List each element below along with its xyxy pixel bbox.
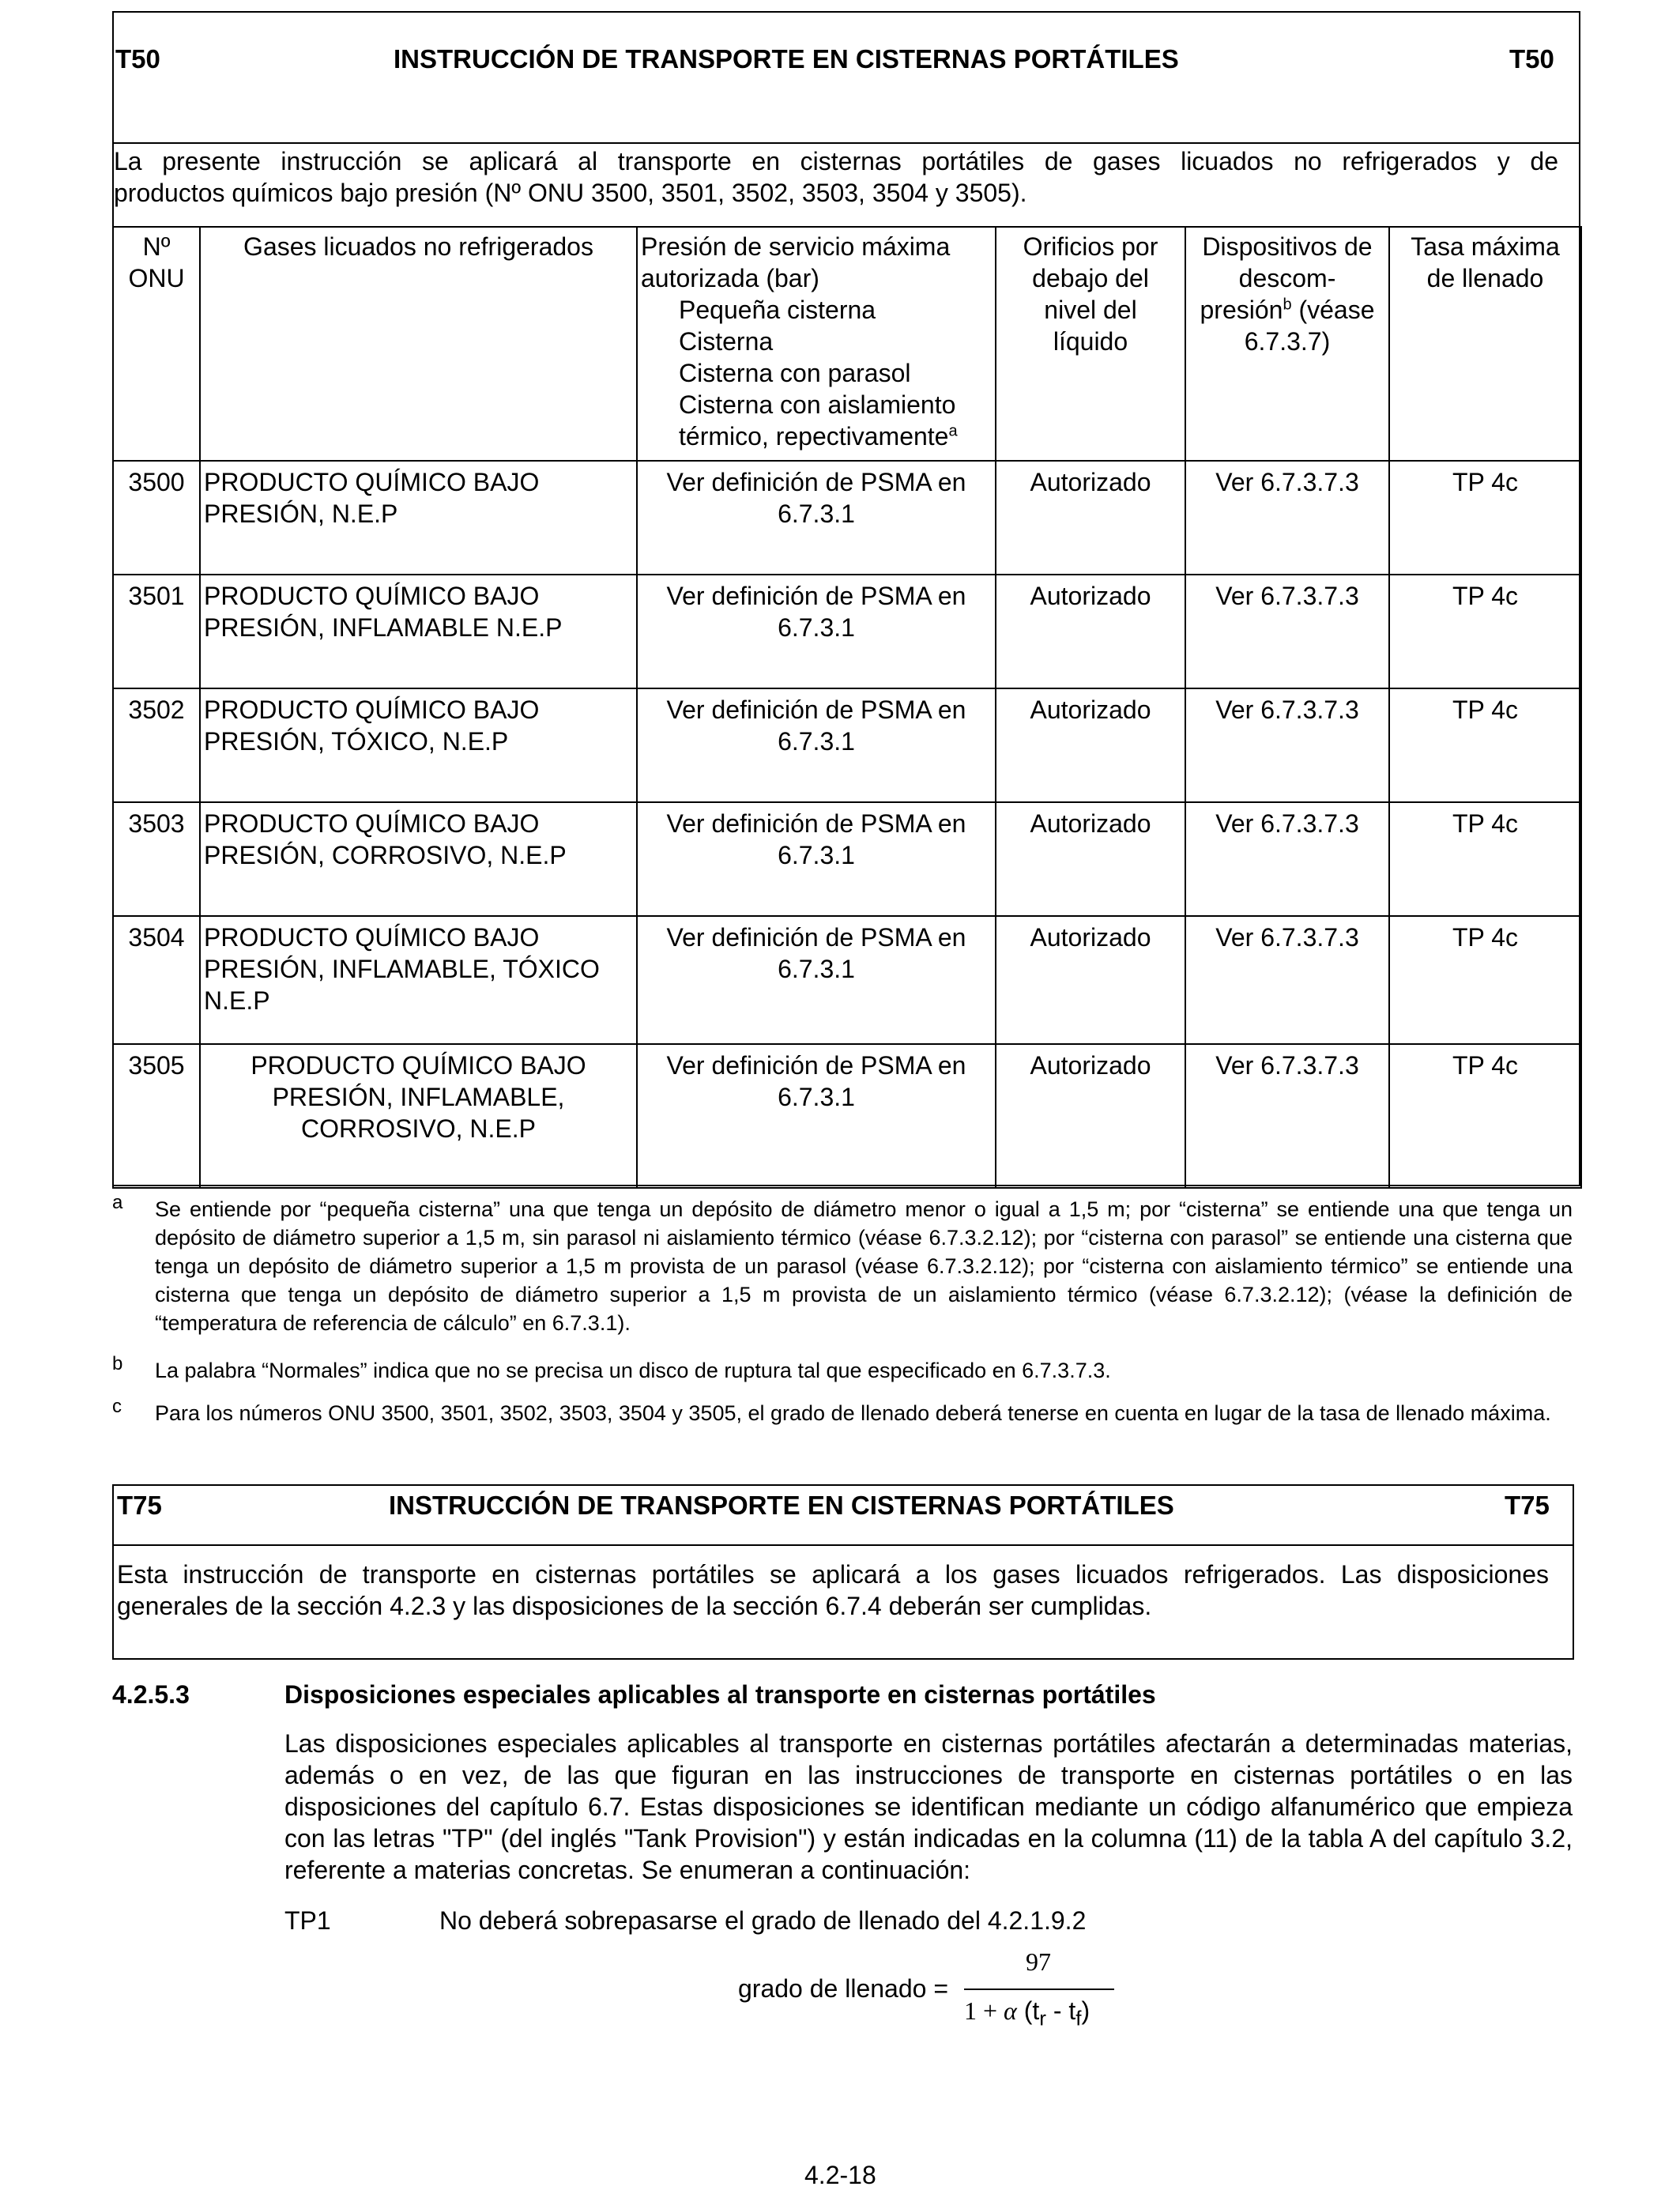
cell-tasa bbox=[1389, 688, 1581, 802]
cell-orificios-text: Autorizado bbox=[1030, 696, 1151, 724]
cell-dispositivos-text: Ver 6.7.3.7.3 bbox=[1215, 468, 1359, 496]
cell-psma bbox=[637, 575, 996, 688]
header-dispositivos-line1: Dispositivos de bbox=[1202, 232, 1373, 261]
cell-onu-text: 3500 bbox=[128, 468, 185, 496]
cell-dispositivos-text: Ver 6.7.3.7.3 bbox=[1215, 1051, 1359, 1080]
cell-onu-text: 3502 bbox=[128, 696, 185, 724]
cell-onu-text: 3505 bbox=[128, 1051, 185, 1080]
cell-psma-text: Ver definición de PSMA en bbox=[666, 468, 966, 496]
header-presion-line3: Pequeña cisterna bbox=[679, 296, 876, 324]
header-onu bbox=[113, 227, 200, 461]
t50-intro-line1: La presente instrucción se aplicará al transporte en cisternas portátiles de gases licuados no refrigerados y de bbox=[114, 147, 1558, 175]
cell-psma-text: 6.7.3.1 bbox=[778, 727, 855, 756]
t75-text-line1: Esta instrucción de transporte en cisternas portátiles se aplicará a los gases licuados refrigerados. Las disposiciones bbox=[117, 1560, 1549, 1589]
cell-tasa bbox=[1389, 802, 1581, 916]
cell-name bbox=[200, 916, 637, 1044]
table-row bbox=[113, 688, 1581, 802]
table-row bbox=[113, 575, 1581, 688]
cell-dispositivos-text: Ver 6.7.3.7.3 bbox=[1215, 696, 1359, 724]
cell-dispositivos-text: Ver 6.7.3.7.3 bbox=[1215, 582, 1359, 610]
header-orificios-line1: Orificios por bbox=[1023, 232, 1158, 261]
cell-name bbox=[200, 802, 637, 916]
footnote-text: La palabra “Normales” indica que no se precisa un disco de ruptura tal que especificado en 6.7.3.7.3. bbox=[155, 1359, 1111, 1382]
cell-name-text: PRODUCTO QUÍMICO BAJO bbox=[250, 1051, 586, 1080]
cell-tasa-text: TP 4c bbox=[1452, 923, 1518, 952]
cell-psma-text: Ver definición de PSMA en bbox=[666, 1051, 966, 1080]
tp1-text: No deberá sobrepasarse el grado de llenado del 4.2.1.9.2 bbox=[439, 1906, 1087, 1935]
footnote-text: Para los números ONU 3500, 3501, 3502, 3503, 3504 y 3505, el grado de llenado deberá tenerse en cuenta en lugar de la tasa de llenado máxima. bbox=[155, 1401, 1551, 1425]
section-number: 4.2.5.3 bbox=[112, 1680, 190, 1709]
cell-orificios-text: Autorizado bbox=[1030, 1051, 1151, 1080]
cell-tasa bbox=[1389, 916, 1581, 1044]
formula-alpha: α bbox=[1004, 1996, 1017, 2025]
cell-name-text: PRESIÓN, INFLAMABLE, bbox=[272, 1083, 565, 1111]
cell-name-text: PRESIÓN, INFLAMABLE, TÓXICO bbox=[204, 955, 600, 983]
cell-name bbox=[200, 1044, 637, 1188]
header-tasa-line2: de llenado bbox=[1426, 264, 1544, 292]
cell-name-text: N.E.P bbox=[204, 986, 270, 1015]
formula-fraction-bar bbox=[964, 1989, 1114, 1990]
cell-psma-text: 6.7.3.1 bbox=[778, 613, 855, 642]
cell-orificios-text: Autorizado bbox=[1030, 468, 1151, 496]
cell-psma bbox=[637, 1044, 996, 1188]
footnote-mark: a bbox=[112, 1192, 123, 1213]
formula-numerator: 97 bbox=[1026, 1947, 1051, 1976]
header-orificios-line2: debajo del bbox=[1032, 264, 1149, 292]
footnote-text: Se entiende por “pequeña cisterna” una que tenga un depósito de diámetro menor o igual a 1,5 m; por “cisterna” se entiende una que tenga un depósito de diámetro superior a 1,5 m, sin parasol ni aislamiento térmico (véase 6.7.3.2.12); por “cisterna con parasol” se entiende una cisterna que tenga un depósito de diámetro superior a 1,5 m provista de un parasol (véase 6.7.3.2.12); por “cisterna con aislamiento térmico” se entiende una cisterna que tenga un depósito de diámetro superior a 1,5 m provista de un aislamiento térmico (véase 6.7.3.2.12); (véase la definición de “temperatura de referencia de cálculo” en 6.7.3.1). bbox=[155, 1197, 1573, 1335]
cell-orificios-text: Autorizado bbox=[1030, 582, 1151, 610]
cell-psma-text: 6.7.3.1 bbox=[778, 1083, 855, 1111]
header-gases bbox=[200, 227, 637, 461]
header-tasa-line1: Tasa máxima bbox=[1411, 232, 1560, 261]
cell-name-text: PRODUCTO QUÍMICO BAJO bbox=[204, 696, 540, 724]
cell-name-text: PRESIÓN, N.E.P bbox=[204, 499, 398, 528]
cell-psma bbox=[637, 802, 996, 916]
formula-denominator bbox=[964, 1996, 1090, 2030]
cell-dispositivos bbox=[1185, 575, 1389, 688]
cell-psma bbox=[637, 688, 996, 802]
cell-onu-text: 3501 bbox=[128, 582, 185, 610]
header-tasa bbox=[1389, 227, 1581, 461]
cell-orificios bbox=[996, 1044, 1185, 1188]
t75-code-right: T75 bbox=[1505, 1491, 1550, 1520]
header-onu-line2: ONU bbox=[128, 264, 185, 292]
t50-intro-line2: productos químicos bajo presión (Nº ONU 3500, 3501, 3502, 3503, 3504 y 3505). bbox=[114, 179, 1027, 207]
cell-name-text: CORROSIVO, N.E.P bbox=[301, 1114, 536, 1143]
cell-tasa-text: TP 4c bbox=[1452, 1051, 1518, 1080]
header-presion-line4: Cisterna bbox=[679, 327, 774, 356]
cell-name-text: PRODUCTO QUÍMICO BAJO bbox=[204, 923, 540, 952]
cell-psma-text: Ver definición de PSMA en bbox=[666, 696, 966, 724]
cell-tasa bbox=[1389, 1044, 1581, 1188]
t50-title: INSTRUCCIÓN DE TRANSPORTE EN CISTERNAS PORTÁTILES bbox=[394, 44, 1179, 74]
header-presion bbox=[637, 227, 996, 461]
cell-name-text: PRESIÓN, TÓXICO, N.E.P bbox=[204, 727, 509, 756]
cell-dispositivos bbox=[1185, 688, 1389, 802]
footnote-mark: c bbox=[112, 1396, 122, 1417]
cell-name-text: PRESIÓN, INFLAMABLE N.E.P bbox=[204, 613, 563, 642]
header-presion-line6: Cisterna con aislamiento bbox=[679, 390, 956, 419]
cell-orificios bbox=[996, 461, 1185, 575]
formula-paren-open: (t bbox=[1016, 1996, 1040, 2025]
cell-tasa bbox=[1389, 461, 1581, 575]
header-dispositivos-line3: presión bbox=[1200, 296, 1283, 324]
cell-onu bbox=[113, 575, 200, 688]
cell-onu-text: 3504 bbox=[128, 923, 185, 952]
formula-sub-r: r bbox=[1039, 2006, 1046, 2030]
table-row bbox=[113, 1044, 1581, 1188]
cell-dispositivos-text: Ver 6.7.3.7.3 bbox=[1215, 923, 1359, 952]
cell-psma bbox=[637, 916, 996, 1044]
table-row bbox=[113, 461, 1581, 575]
cell-name bbox=[200, 688, 637, 802]
cell-psma bbox=[637, 461, 996, 575]
cell-psma-text: 6.7.3.1 bbox=[778, 955, 855, 983]
t50-code-right: T50 bbox=[1509, 44, 1554, 74]
header-dispositivos-line2: descom- bbox=[1238, 264, 1336, 292]
table-row bbox=[113, 802, 1581, 916]
formula-denominator-one: 1 + bbox=[964, 1996, 1004, 2025]
section-title: Disposiciones especiales aplicables al transporte en cisternas portátiles bbox=[284, 1680, 1156, 1709]
t50-table bbox=[112, 226, 1582, 1189]
header-presion-line5: Cisterna con parasol bbox=[679, 359, 911, 387]
cell-tasa bbox=[1389, 575, 1581, 688]
cell-orificios-text: Autorizado bbox=[1030, 809, 1151, 838]
formula-paren-close: ) bbox=[1081, 1996, 1090, 2025]
header-orificios-line4: líquido bbox=[1053, 327, 1128, 356]
footnote-ref-b: b bbox=[1283, 296, 1292, 314]
cell-tasa-text: TP 4c bbox=[1452, 468, 1518, 496]
cell-dispositivos bbox=[1185, 461, 1389, 575]
cell-onu bbox=[113, 916, 200, 1044]
cell-tasa-text: TP 4c bbox=[1452, 696, 1518, 724]
cell-name bbox=[200, 575, 637, 688]
header-orificios-line3: nivel del bbox=[1044, 296, 1137, 324]
t75-title: INSTRUCCIÓN DE TRANSPORTE EN CISTERNAS PORTÁTILES bbox=[389, 1491, 1174, 1520]
cell-orificios bbox=[996, 916, 1185, 1044]
header-onu-line1: Nº bbox=[142, 232, 171, 261]
page-number: 4.2-18 bbox=[804, 2161, 876, 2189]
cell-psma-text: Ver definición de PSMA en bbox=[666, 923, 966, 952]
cell-psma-text: Ver definición de PSMA en bbox=[666, 809, 966, 838]
cell-onu-text: 3503 bbox=[128, 809, 185, 838]
cell-name-text: PRESIÓN, CORROSIVO, N.E.P bbox=[204, 841, 567, 869]
formula-sub-f: f bbox=[1075, 2006, 1082, 2030]
cell-name bbox=[200, 461, 637, 575]
cell-onu bbox=[113, 461, 200, 575]
formula-minus: - t bbox=[1045, 1996, 1076, 2025]
cell-orificios bbox=[996, 575, 1185, 688]
cell-psma-text: 6.7.3.1 bbox=[778, 499, 855, 528]
t75-text-line2: generales de la sección 4.2.3 y las disposiciones de la sección 6.7.4 deberán ser cumplidas. bbox=[117, 1592, 1152, 1620]
cell-tasa-text: TP 4c bbox=[1452, 582, 1518, 610]
cell-psma-text: Ver definición de PSMA en bbox=[666, 582, 966, 610]
cell-name-text: PRODUCTO QUÍMICO BAJO bbox=[204, 468, 540, 496]
cell-tasa-text: TP 4c bbox=[1452, 809, 1518, 838]
cell-dispositivos bbox=[1185, 802, 1389, 916]
cell-dispositivos bbox=[1185, 1044, 1389, 1188]
header-presion-line7: térmico, repectivamente bbox=[679, 422, 949, 450]
cell-onu bbox=[113, 1044, 200, 1188]
cell-name-text: PRODUCTO QUÍMICO BAJO bbox=[204, 809, 540, 838]
t75-code-left: T75 bbox=[117, 1491, 162, 1520]
header-presion-line1: Presión de servicio máxima bbox=[641, 232, 951, 261]
header-dispositivos-line3b: (véase bbox=[1291, 296, 1375, 324]
section-paragraph: Las disposiciones especiales aplicables al transporte en cisternas portátiles afectarán a determinadas materias, además o en vez, de las que figuran en las instrucciones de transporte en cisternas portátiles o en las disposiciones del capítulo 6.7. Estas disposiciones se identifican mediante un código alfanumérico que empieza con las letras "TP" (del inglés "Tank Provision") y están indicadas en la columna (11) de la tabla A del capítulo 3.2, referente a materias concretas. Se enumeran a continuación: bbox=[284, 1729, 1573, 1884]
formula-label: grado de llenado = bbox=[738, 1974, 948, 2003]
t50-code-left: T50 bbox=[115, 44, 160, 74]
header-dispositivos-line4: 6.7.3.7) bbox=[1244, 327, 1331, 356]
cell-onu bbox=[113, 688, 200, 802]
table-row bbox=[113, 916, 1581, 1044]
t50-header-divider bbox=[112, 142, 1580, 144]
cell-orificios bbox=[996, 688, 1185, 802]
footnote-ref-a: a bbox=[948, 422, 958, 440]
header-gases-label: Gases licuados no refrigerados bbox=[243, 232, 593, 261]
cell-psma-text: 6.7.3.1 bbox=[778, 841, 855, 869]
cell-dispositivos bbox=[1185, 916, 1389, 1044]
cell-onu bbox=[113, 802, 200, 916]
cell-orificios-text: Autorizado bbox=[1030, 923, 1151, 952]
footnote-mark: b bbox=[112, 1353, 123, 1374]
header-orificios bbox=[996, 227, 1185, 461]
tp1-code: TP1 bbox=[284, 1906, 331, 1935]
t75-header-divider bbox=[112, 1544, 1574, 1546]
cell-dispositivos-text: Ver 6.7.3.7.3 bbox=[1215, 809, 1359, 838]
table-header-row bbox=[113, 227, 1581, 461]
header-dispositivos bbox=[1185, 227, 1389, 461]
cell-name-text: PRODUCTO QUÍMICO BAJO bbox=[204, 582, 540, 610]
header-presion-line2: autorizada (bar) bbox=[641, 264, 819, 292]
cell-orificios bbox=[996, 802, 1185, 916]
